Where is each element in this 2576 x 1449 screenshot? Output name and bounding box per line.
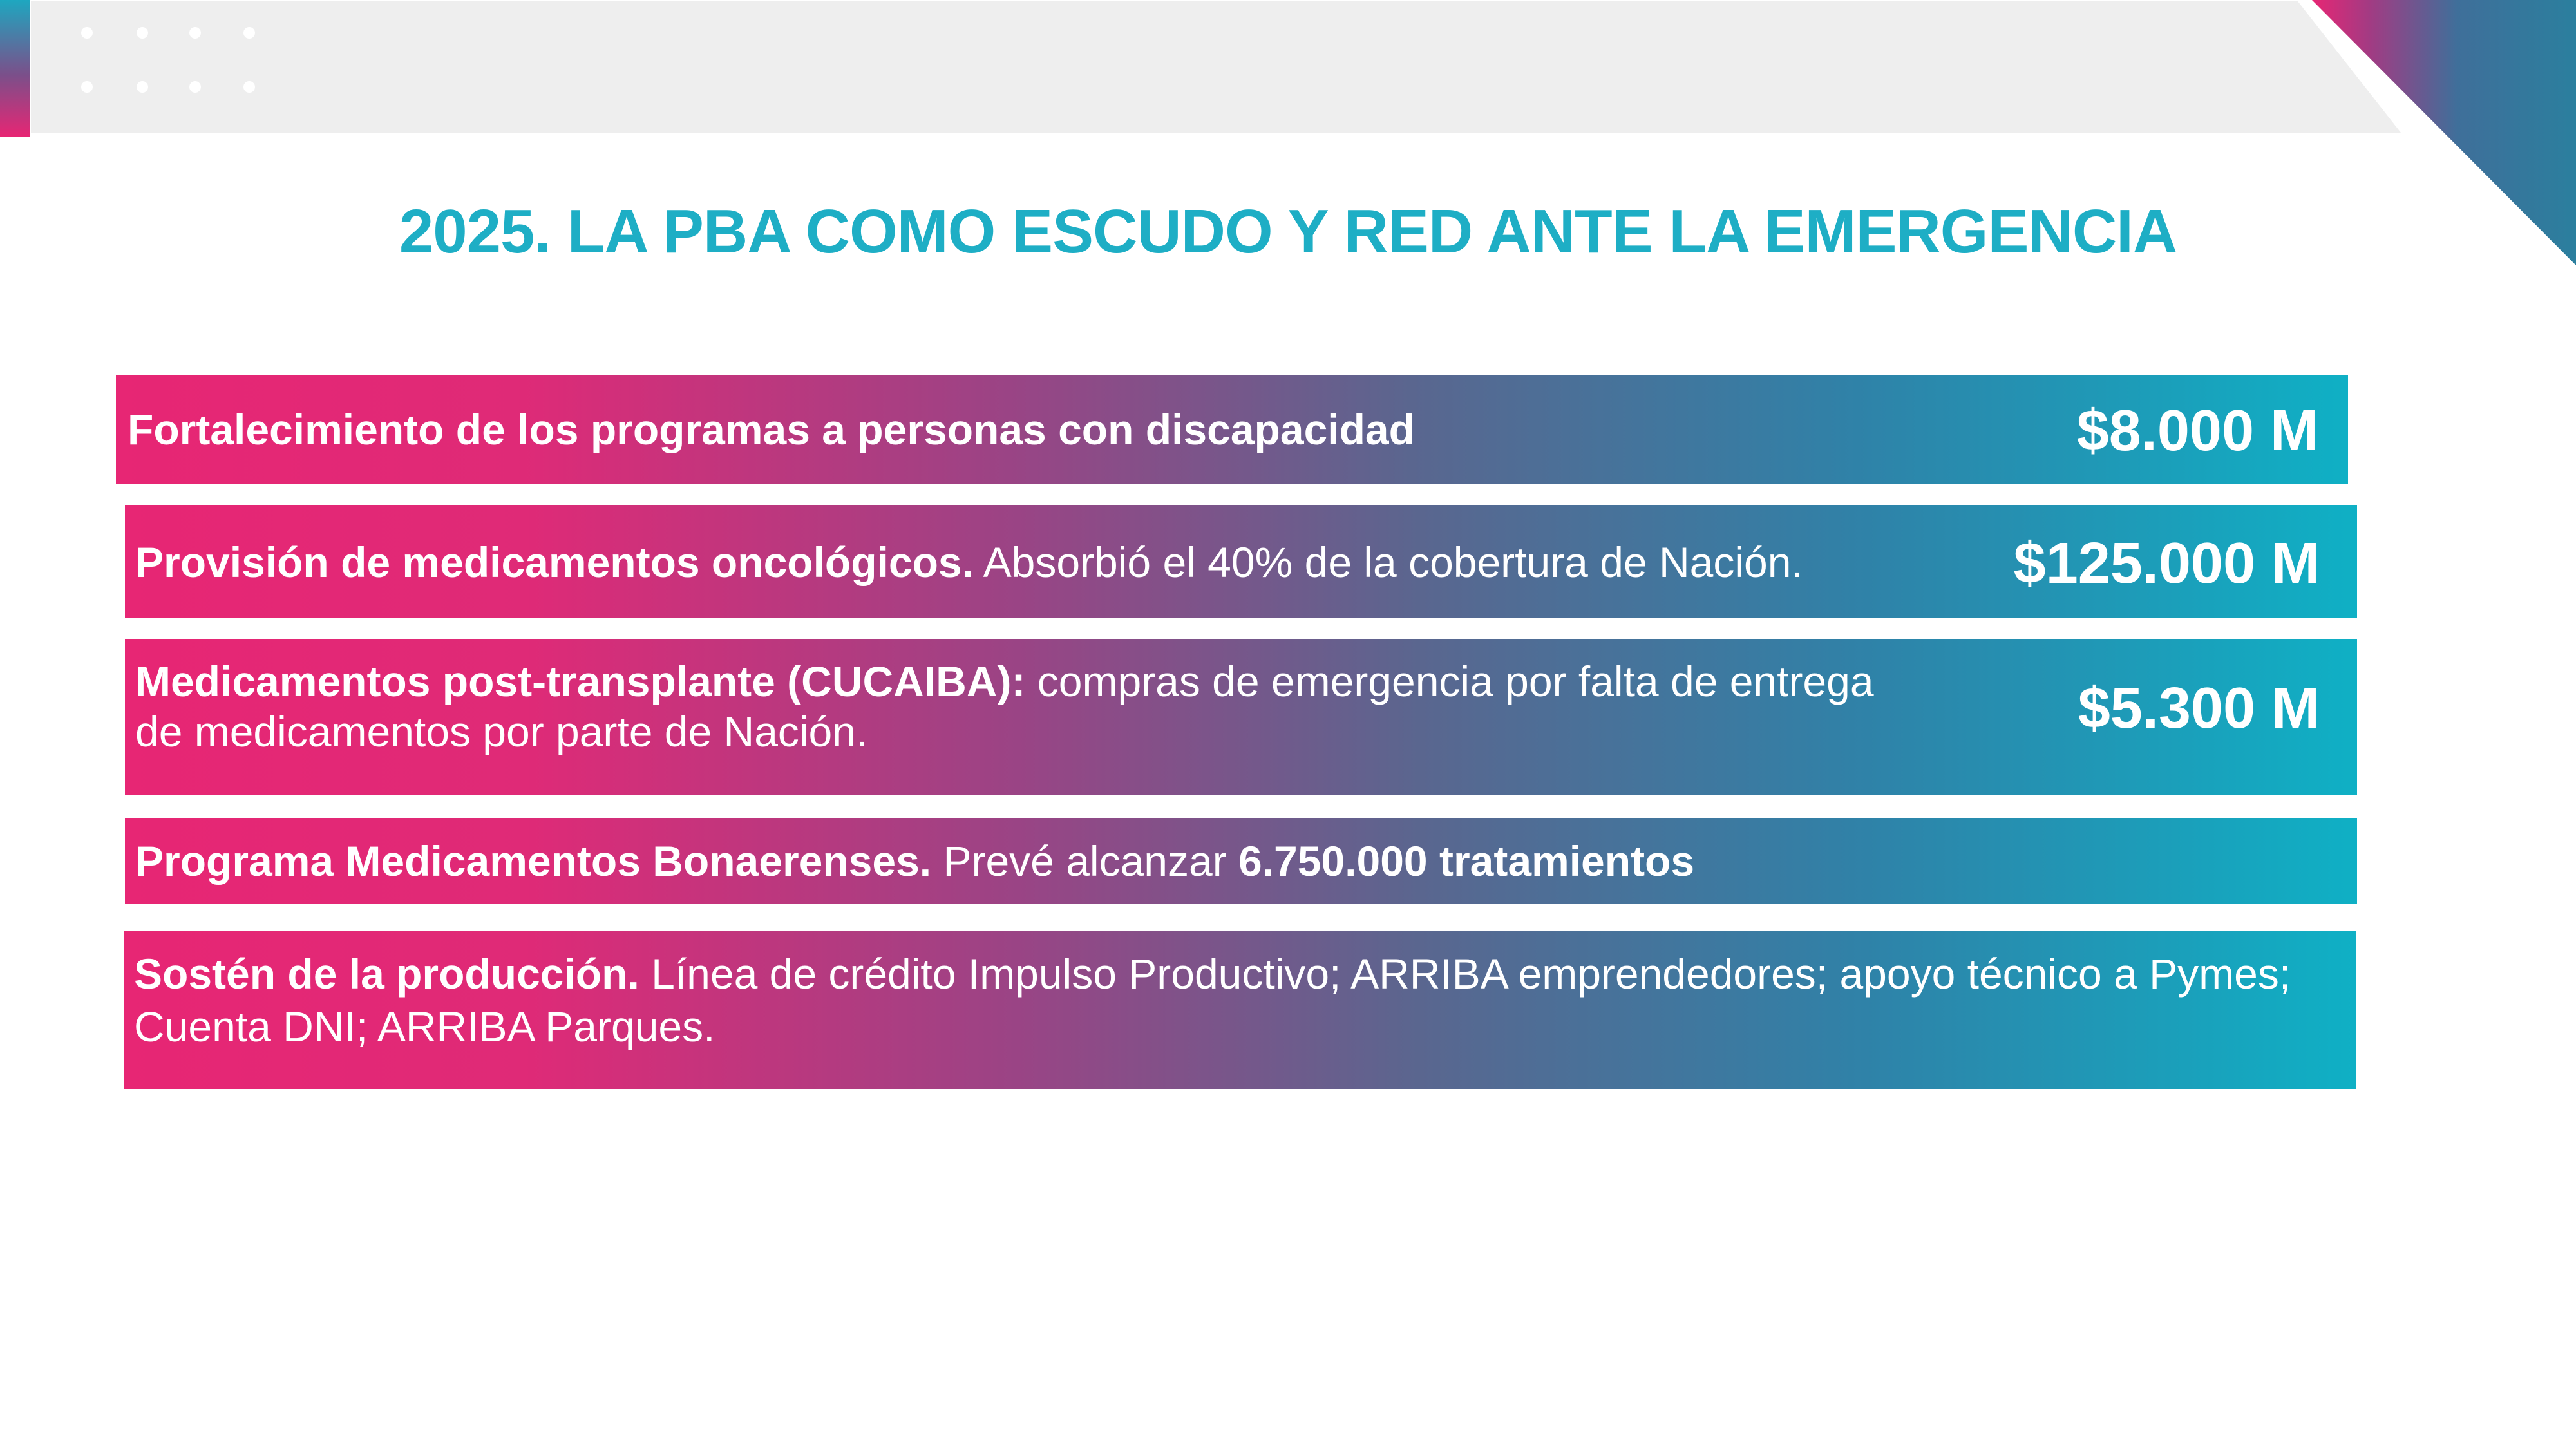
item-bar-cucaiba	[125, 639, 2357, 795]
item-regular-text: Absorbió el 40% de la cobertura de Nación.	[973, 538, 1803, 586]
item-regular-text: compras de emergencia por falta de entrega	[1025, 658, 1874, 705]
item-bold-text: Programa Medicamentos Bonaerenses.	[135, 837, 932, 885]
item-bar-oncologicos	[125, 505, 2357, 618]
item-amount: $125.000 M	[2013, 531, 2320, 596]
decorative-dot	[243, 81, 255, 93]
decorative-dot	[81, 81, 93, 93]
decorative-dot	[137, 27, 148, 39]
item-bar-discapacidad	[116, 375, 2348, 484]
header-band	[31, 1, 2401, 133]
decorative-dot	[189, 81, 201, 93]
item-bold-text: Fortalecimiento de los programas a personas con discapacidad	[128, 406, 1415, 453]
item-regular-text: Línea de crédito Impulso Productivo; ARRIBA emprendedores; apoyo técnico a Pymes;	[639, 950, 2291, 998]
decorative-dot	[189, 27, 201, 39]
item-text	[135, 835, 1694, 887]
item-bold-text: Sostén de la producción.	[134, 950, 639, 998]
item-bold-end-text: 6.750.000 tratamientos	[1238, 837, 1695, 885]
item-text-line2	[134, 1000, 715, 1053]
decorative-dot	[137, 81, 148, 93]
item-bar-medicamentos-bonaerenses	[125, 818, 2357, 904]
decorative-dot	[243, 27, 255, 39]
item-regular-text: Prevé alcanzar	[931, 837, 1239, 885]
item-text	[134, 947, 2291, 1000]
left-accent-tab	[0, 0, 30, 137]
item-amount: $5.300 M	[2078, 676, 2320, 741]
page-title: 2025. LA PBA COMO ESCUDO Y RED ANTE LA EMERGENCIA	[399, 197, 2177, 266]
item-regular-text: Cuenta DNI; ARRIBA Parques.	[134, 1003, 715, 1050]
item-bar-produccion	[124, 931, 2356, 1089]
item-bold-text: Provisión de medicamentos oncológicos.	[135, 538, 974, 586]
item-text	[135, 655, 1874, 708]
item-bold-text: Medicamentos post-transplante (CUCAIBA):	[135, 658, 1026, 705]
item-amount: $8.000 M	[2076, 399, 2318, 463]
item-regular-text: de medicamentos por parte de Nación.	[135, 708, 868, 755]
item-text	[135, 536, 1803, 589]
decorative-dot	[81, 27, 93, 39]
item-text	[128, 403, 1415, 456]
item-text-line2	[135, 705, 867, 758]
